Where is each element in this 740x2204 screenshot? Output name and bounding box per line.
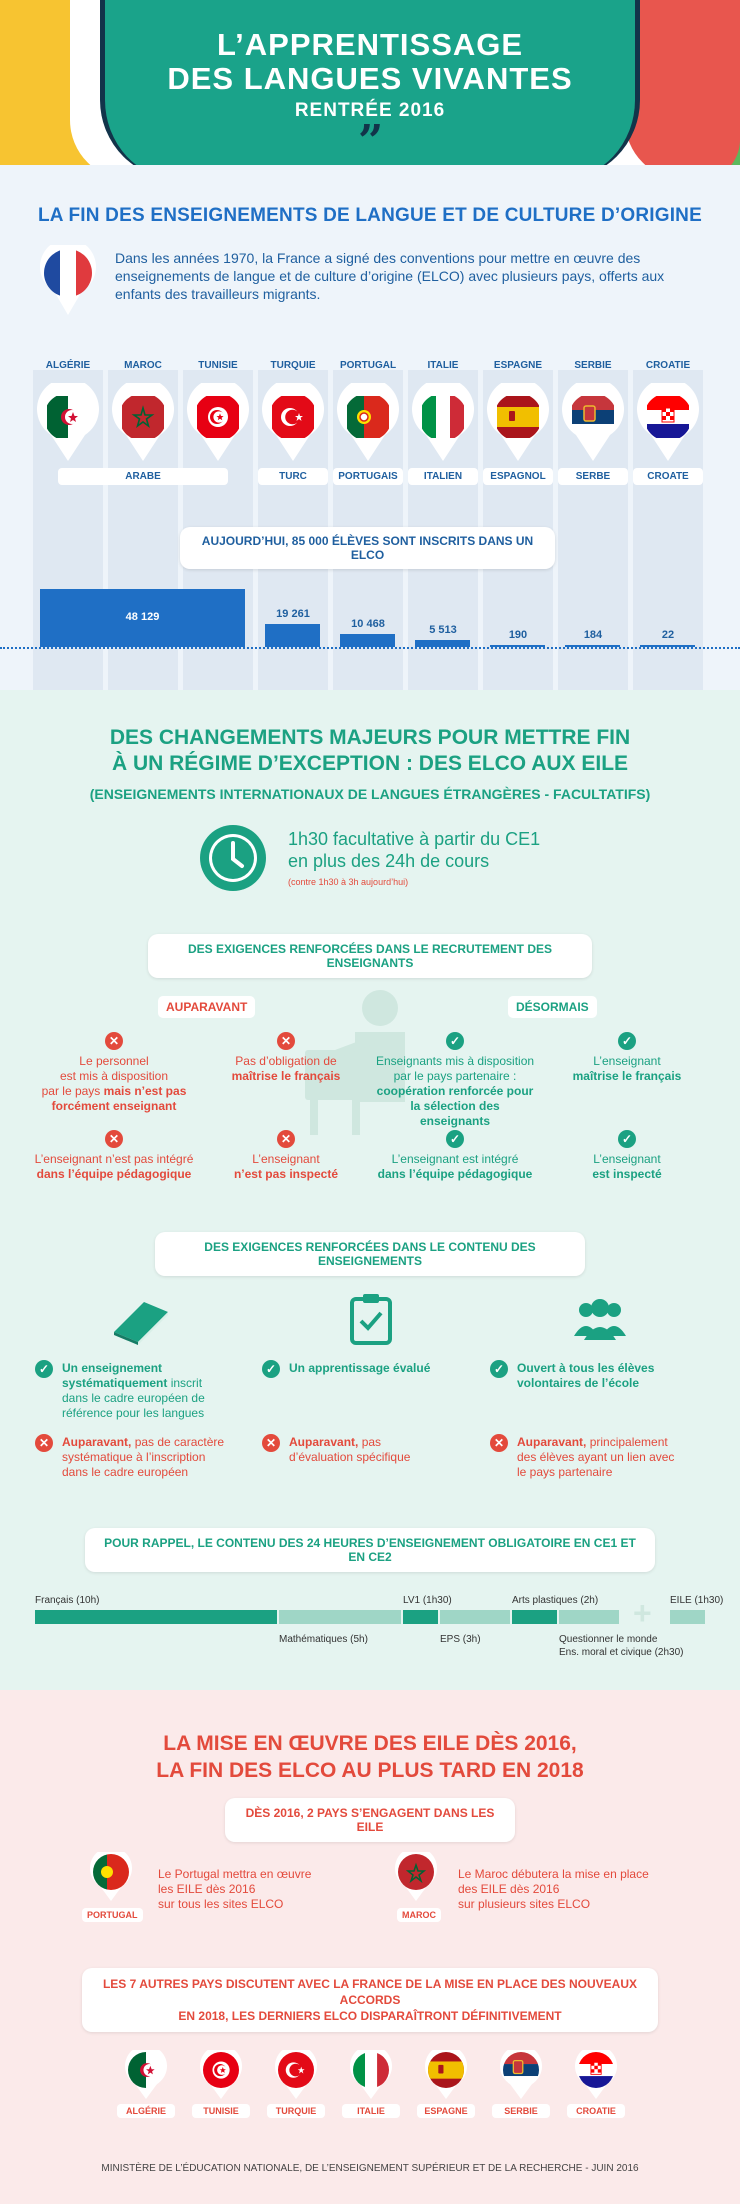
espagne-flag-icon	[425, 2050, 467, 2100]
language-label-croate: CROATE	[633, 468, 703, 485]
tunisie-flag-icon	[183, 383, 253, 463]
text-bold: mais n’est pas	[103, 1084, 187, 1098]
seg-qlm	[559, 1610, 619, 1624]
group-icon	[572, 1298, 628, 1342]
before-item-1	[34, 1054, 194, 1114]
bar-value-label: 22	[661, 629, 675, 641]
x-icon: ✕	[105, 1130, 123, 1148]
croatie-flag-icon	[575, 2050, 617, 2100]
content-col3-ok	[517, 1361, 677, 1391]
after-item-3	[375, 1152, 535, 1182]
line: Le Maroc débutera la mise en place	[458, 1867, 649, 1881]
bar-value-label: 48 129	[125, 611, 160, 623]
title-line-1: L’APPRENTISSAGE	[216, 27, 524, 62]
line: des EILE dès 2016	[458, 1882, 560, 1896]
algerie-flag-icon	[33, 383, 103, 463]
x-icon: ✕	[490, 1434, 508, 1452]
text-bold: Un apprentissage évalué	[289, 1361, 431, 1375]
content-col2-ok	[289, 1361, 474, 1376]
language-label-arabe: ARABE	[58, 468, 228, 485]
x-icon: ✕	[277, 1130, 295, 1148]
bar-italien	[415, 640, 470, 647]
line: sur plusieurs sites ELCO	[458, 1897, 591, 1911]
text-bold: dans l’équipe pédagogique	[377, 1167, 533, 1181]
book-icon	[110, 1298, 172, 1346]
portugal-flag-icon	[333, 383, 403, 463]
label-eile: EILE (1h30)	[670, 1595, 724, 1606]
serbie-flag-icon	[500, 2050, 542, 2100]
elco-section	[0, 165, 740, 690]
line: L’enseignant	[593, 1152, 661, 1166]
france-flag-icon	[40, 245, 96, 317]
check-icon: ✓	[618, 1130, 636, 1148]
seg-lv1	[403, 1610, 438, 1624]
students-title: AUJOURD’HUI, 85 000 ÉLÈVES SONT INSCRITS DANS UN ELCO	[180, 527, 555, 569]
x-icon: ✕	[262, 1434, 280, 1452]
clock-text	[288, 828, 540, 872]
after-label: DÉSORMAIS	[508, 996, 597, 1018]
line: est mis à disposition	[59, 1069, 169, 1083]
changes-title-line-2: À UN RÉGIME D’EXCEPTION : DES ELCO AUX EILE	[111, 752, 629, 775]
changes-subtitle: (ENSEIGNEMENTS INTERNATIONAUX DE LANGUES ÉTRANGÈRES - FACULTATIFS)	[89, 786, 651, 802]
clock-line-1: 1h30 facultative à partir du CE1	[288, 829, 541, 849]
content-col2-x	[289, 1435, 439, 1465]
after-item-1	[375, 1054, 535, 1129]
espagne-flag-icon	[483, 383, 553, 463]
label-francais: Français (10h)	[35, 1595, 100, 1606]
morocco-flag-icon	[395, 1852, 437, 1902]
bar-value-label: 184	[583, 629, 603, 641]
country-label-croatie: CROATIE	[645, 360, 691, 371]
text-bold: forcément enseignant	[51, 1099, 177, 1113]
algerie-flag-icon	[125, 2050, 167, 2100]
text-bold: maîtrise le français	[572, 1069, 682, 1083]
seg-arts	[512, 1610, 557, 1624]
eile-pill-2	[82, 1968, 658, 2032]
changes-title-line-1: DES CHANGEMENTS MAJEURS POUR METTRE FIN	[109, 726, 631, 749]
text: par le pays	[41, 1084, 104, 1098]
before-item-4	[206, 1152, 366, 1182]
maroc-text	[458, 1867, 649, 1912]
text-bold: coopération renforcée pour	[376, 1084, 534, 1098]
italie-flag-icon	[408, 383, 478, 463]
country-label-croatie: CROATIE	[567, 2104, 625, 2118]
bar-value-label: 19 261	[276, 607, 310, 620]
changes-title	[0, 725, 740, 777]
label-qlm: Questionner le monde	[559, 1634, 658, 1645]
text-bold: Un enseignement systématiquement	[62, 1361, 168, 1390]
country-label-turquie: TURQUIE	[267, 2104, 325, 2118]
line: EN 2018, LES DERNIERS ELCO DISPARAÎTRONT DÉFINITIVEMENT	[178, 2009, 562, 2023]
before-item-2	[206, 1054, 366, 1084]
elco-title: LA FIN DES ENSEIGNEMENTS DE LANGUE ET DE CULTURE D’ORIGINE	[38, 205, 702, 226]
seg-maths	[279, 1610, 401, 1624]
portugal-label: PORTUGAL	[82, 1908, 143, 1922]
country-label-serbie: SERBIE	[574, 360, 612, 371]
text-bold: Auparavant,	[289, 1435, 359, 1449]
eile-title	[0, 1730, 740, 1784]
after-item-4	[547, 1152, 707, 1182]
italie-flag-icon	[350, 2050, 392, 2100]
clock-line-2: en plus des 24h de cours	[288, 851, 490, 871]
country-label-italie: ITALIE	[427, 360, 459, 371]
text: inscrit dans le cadre européen de référence pour les langues	[62, 1376, 205, 1420]
before-label: AUPARAVANT	[158, 996, 255, 1018]
changes-section	[0, 690, 740, 1690]
eile-title-line-2: LA FIN DES ELCO AU PLUS TARD EN 2018	[156, 1759, 584, 1782]
line: L’enseignant	[593, 1054, 661, 1068]
seg-francais	[35, 1610, 277, 1624]
language-label-serbe: SERBE	[558, 468, 628, 485]
clipboard-icon	[350, 1293, 392, 1345]
bar-value-label: 190	[508, 629, 528, 641]
text: pas de caractère systématique à l’inscription dans le cadre européen	[62, 1435, 225, 1479]
clock-note: (contre 1h30 à 3h aujourd’hui)	[288, 877, 409, 887]
check-icon: ✓	[35, 1360, 53, 1378]
bar-value-label: 5 513	[429, 624, 457, 637]
line: par le pays partenaire :	[393, 1069, 517, 1083]
label-eps: EPS (3h)	[440, 1634, 481, 1645]
text-bold: Ouvert à tous les élèves volontaires de l’école	[517, 1361, 655, 1390]
country-label-italie: ITALIE	[342, 2104, 400, 2118]
line: les EILE dès 2016	[158, 1882, 256, 1896]
plus-icon: +	[633, 1595, 652, 1631]
line: sur tous les sites ELCO	[158, 1897, 284, 1911]
x-icon: ✕	[105, 1032, 123, 1050]
x-icon: ✕	[277, 1032, 295, 1050]
before-item-3	[34, 1152, 194, 1182]
country-label-serbie: SERBIE	[492, 2104, 550, 2118]
country-label-espagne: ESPAGNE	[417, 2104, 475, 2118]
check-icon: ✓	[490, 1360, 508, 1378]
quote-icon: ”	[358, 116, 384, 165]
check-icon: ✓	[262, 1360, 280, 1378]
line: Le Portugal mettra en œuvre	[158, 1867, 312, 1881]
eile-section	[0, 1690, 740, 2204]
country-label-algerie: ALGÉRIE	[45, 360, 91, 371]
content-title: DES EXIGENCES RENFORCÉES DANS LE CONTENU DES ENSEIGNEMENTS	[155, 1232, 585, 1276]
content-col1-ok	[62, 1361, 227, 1421]
language-label-espagnol: ESPAGNOL	[483, 468, 553, 485]
turquie-flag-icon	[275, 2050, 317, 2100]
check-icon: ✓	[618, 1032, 636, 1050]
chart-baseline	[0, 647, 740, 649]
country-label-tunisie: TUNISIE	[198, 360, 238, 371]
title-subtitle: RENTRÉE 2016	[294, 100, 446, 121]
label-arts: Arts plastiques (2h)	[512, 1595, 599, 1606]
maroc-flag-icon	[108, 383, 178, 463]
language-label-italien: ITALIEN	[408, 468, 478, 485]
header	[0, 0, 740, 165]
country-label-turquie: TURQUIE	[270, 360, 316, 371]
text-bold: Auparavant,	[517, 1435, 587, 1449]
content-col1-x	[62, 1435, 227, 1480]
text-bold: la sélection des enseignants	[410, 1099, 500, 1128]
line: Enseignants mis à disposition	[375, 1054, 535, 1068]
label-maths: Mathématiques (5h)	[279, 1634, 368, 1645]
eile-pill-1: DÈS 2016, 2 PAYS S’ENGAGENT DANS LES EILE	[225, 1798, 515, 1842]
text-bold: maîtrise le français	[231, 1069, 341, 1083]
after-item-2	[547, 1054, 707, 1084]
bar-portugais	[340, 634, 395, 647]
country-label-portugal: PORTUGAL	[339, 360, 397, 371]
line	[34, 1084, 194, 1099]
language-label-turc: TURC	[258, 468, 328, 485]
footer: MINISTÈRE DE L’ÉDUCATION NATIONALE, DE L’ENSEIGNEMENT SUPÉRIEUR ET DE LA RECHERCHE - JUIN 2016	[101, 2163, 639, 2174]
x-icon: ✕	[35, 1434, 53, 1452]
text-bold: est inspecté	[592, 1167, 662, 1181]
tunisie-flag-icon	[200, 2050, 242, 2100]
eile-title-line-1: LA MISE EN ŒUVRE DES EILE DÈS 2016,	[163, 1732, 577, 1755]
line: LES 7 AUTRES PAYS DISCUTENT AVEC LA FRANCE DE LA MISE EN PLACE DES NOUVEAUX ACCORDS	[102, 1977, 638, 2007]
text-bold: Auparavant,	[62, 1435, 132, 1449]
label-lv1: LV1 (1h30)	[403, 1595, 452, 1606]
maroc-label: MAROC	[397, 1908, 441, 1922]
line: Pas d’obligation de	[235, 1054, 337, 1068]
serbie-flag-icon	[558, 383, 628, 463]
country-label-maroc: MAROC	[124, 360, 162, 371]
line: L’enseignant	[252, 1152, 320, 1166]
language-label-portugais: PORTUGAIS	[333, 468, 403, 485]
line: L’enseignant est intégré	[391, 1152, 519, 1166]
text-bold: n’est pas inspecté	[233, 1167, 339, 1181]
country-label-tunisie: TUNISIE	[192, 2104, 250, 2118]
hours-title: POUR RAPPEL, LE CONTENU DES 24 HEURES D’ENSEIGNEMENT OBLIGATOIRE EN CE1 ET EN CE2	[85, 1528, 655, 1572]
seg-eile	[670, 1610, 705, 1624]
recruit-title: DES EXIGENCES RENFORCÉES DANS LE RECRUTEMENT DES ENSEIGNANTS	[148, 934, 592, 978]
country-label-algerie: ALGÉRIE	[117, 2104, 175, 2118]
line: Le personnel	[79, 1054, 149, 1068]
clock-icon	[198, 823, 268, 893]
turquie-flag-icon	[258, 383, 328, 463]
page-title	[0, 28, 740, 122]
content-col3-x	[517, 1435, 687, 1480]
bar-value-label: 10 468	[351, 618, 385, 631]
text: pas d’évaluation spécifique	[289, 1435, 411, 1464]
seg-eps	[440, 1610, 510, 1624]
portugal-flag-icon	[90, 1852, 132, 1902]
text-bold: dans l’équipe pédagogique	[36, 1167, 192, 1181]
check-icon: ✓	[446, 1032, 464, 1050]
elco-intro: Dans les années 1970, la France a signé des conventions pour mettre en œuvre des enseignements de langue et de culture d’origine (ELCO) avec plusieurs pays, offerts aux enfants des travailleurs migrants.	[115, 250, 665, 302]
country-label-espagne: ESPAGNE	[493, 360, 543, 371]
label-emc: Ens. moral et civique (2h30)	[559, 1647, 684, 1658]
check-icon: ✓	[446, 1130, 464, 1148]
text: principalement des élèves ayant un lien avec le pays partenaire	[517, 1435, 675, 1479]
title-line-2: DES LANGUES VIVANTES	[167, 61, 573, 96]
portugal-text	[158, 1867, 311, 1912]
bar-turc	[265, 624, 320, 647]
line: L’enseignant n’est pas intégré	[34, 1152, 194, 1166]
croatie-flag-icon	[633, 383, 703, 463]
